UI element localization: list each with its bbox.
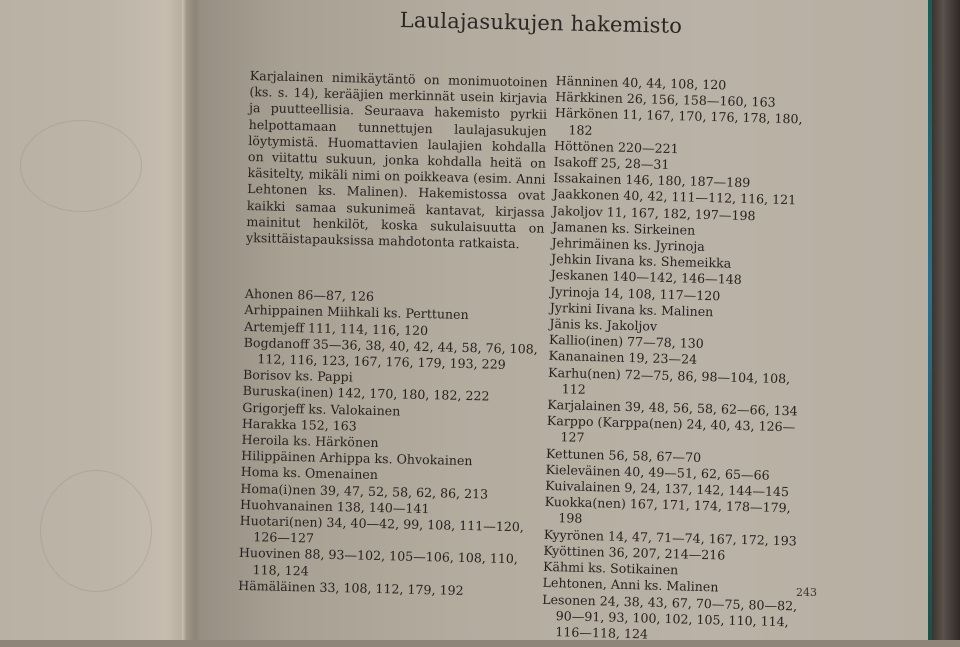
index-entry: Lehtonen, Anni ks. Malinen: [542, 575, 719, 595]
index-entry: Jehkin Iivana ks. Shemeikka: [550, 251, 732, 271]
index-entry: Harakka 152, 163: [241, 415, 357, 434]
index-entry: Kuivalainen 9, 24, 137, 142, 144—145: [545, 477, 790, 500]
index-entry: Grigorjeff ks. Valokainen: [242, 399, 401, 419]
index-column-left: [238, 68, 548, 601]
book-cover-edge: [932, 0, 960, 640]
index-entry: Issakainen 146, 180, 187—189: [553, 170, 751, 191]
index-entry: Huovinen 88, 93—102, 105—106, 108, 110, 118, 124: [238, 545, 519, 579]
index-entry: Hänninen 40, 44, 108, 120: [555, 73, 727, 93]
index-entry: Hilippäinen Arhippa ks. Ohvokainen: [241, 448, 473, 469]
index-entry: Jamanen ks. Sirkeinen: [551, 218, 696, 238]
index-entry: Höttönen 220—221: [553, 137, 679, 157]
intro-paragraph: Karjalainen nimikäytäntö on monimuotoinen (ks. s. 14), kerääjien merkinnät usein kirjavia ja puutteellisia. Seuraava hakemisto pyrkii helpottamaan tunnettujen laulajasukujen löytymistä. Huomattavien laulajien kohdalla on viitattu sukuun, jonka kohdalla heitä on käsitelty, mikäli nimi on poikkeava (esim. Anni Lehtonen ks. Malinen). Hakemistossa ovat kaikki samaa sukunimeä kantavat, kirjassa mainitut henkilöt, koska sukulaisuutta on yksittäistapauksissa mahdotonta ratkaista.: [245, 68, 548, 252]
index-entry: Ahonen 86—87, 126: [244, 286, 375, 305]
page-title: Laulajasukujen hakemisto: [399, 8, 683, 38]
index-entry: Jakoljov 11, 167, 182, 197—198: [552, 202, 756, 223]
index-entry: Kuokka(nen) 167, 171, 174, 178—179, 198: [544, 494, 791, 527]
index-entry: Heroila ks. Härkönen: [241, 431, 379, 451]
index-entry: Jänis ks. Jakoljov: [549, 315, 658, 334]
index-entry: Hämäläinen 33, 108, 112, 179, 192: [238, 577, 464, 598]
index-entry: Kettunen 56, 58, 67—70: [545, 445, 702, 465]
index-entry: Kähmi ks. Sotikainen: [542, 558, 679, 578]
index-entry: Arhippainen Miihkali ks. Perttunen: [244, 302, 469, 323]
left-page-blank: [0, 0, 184, 640]
index-entry: Bogdanoff 35—36, 38, 40, 42, 44, 58, 76, 108, 112, 116, 123, 167, 176, 179, 193, 229: [243, 334, 538, 372]
index-entry: Karppo (Karppa(nen) 24, 40, 43, 126—127: [546, 413, 796, 446]
faint-pencil-doodle: [40, 470, 152, 592]
faint-pencil-doodle: [20, 120, 142, 212]
index-entry: Jehrimäinen ks. Jyrinoja: [551, 234, 705, 254]
index-entry: Karhu(nen) 72—75, 86, 98—104, 108, 112: [547, 364, 791, 397]
index-entry: Härkkinen 26, 156, 158—160, 163: [555, 89, 776, 110]
index-entry: Kallio(inen) 77—78, 130: [548, 332, 704, 352]
index-entry: Huohvanainen 138, 140—141: [239, 496, 430, 517]
index-entry: Borisov ks. Pappi: [242, 367, 353, 385]
index-entry: Kieleväinen 40, 49—51, 62, 65—66: [545, 461, 770, 483]
index-entry: Jyrkini Iivana ks. Malinen: [549, 299, 714, 320]
index-entry: Karjalainen 39, 48, 56, 58, 62—66, 134: [547, 396, 798, 419]
index-entry: Buruska(inen) 142, 170, 180, 182, 222: [242, 383, 490, 404]
index-entry: Artemjeff 111, 114, 116, 120: [243, 318, 429, 338]
index-entry: Homa(i)nen 39, 47, 52, 58, 62, 86, 213: [240, 480, 489, 502]
index-entry: Kyyrönen 14, 47, 71—74, 167, 172, 193: [543, 526, 797, 549]
index-entry: Kananainen 19, 23—24: [548, 348, 698, 368]
index-entry: Jeskanen 140—142, 146—148: [550, 267, 742, 288]
index-entry: Isakoff 25, 28—31: [553, 153, 670, 173]
index-entry: Härkönen 11, 167, 170, 176, 178, 180, 182: [554, 105, 803, 138]
index-entry: Jaakkonen 40, 42, 111—112, 116, 121: [552, 186, 797, 208]
index-column-right: [541, 73, 824, 647]
index-entry: Lesonen 24, 38, 43, 67, 70—75, 80—82, 90—91, 93, 100, 102, 105, 110, 114, 116—118, 124: [542, 591, 798, 642]
page-number: 243: [796, 586, 817, 599]
index-list-left: [238, 286, 543, 601]
index-entry: Kyöttinen 36, 207, 214—216: [543, 542, 726, 563]
index-entry: Homa ks. Omenainen: [240, 464, 379, 483]
index-entry: Huotari(nen) 34, 40—42, 99, 108, 111—120, 126—127: [239, 512, 525, 546]
index-entry: Jyrinoja 14, 108, 117—120: [550, 283, 721, 304]
